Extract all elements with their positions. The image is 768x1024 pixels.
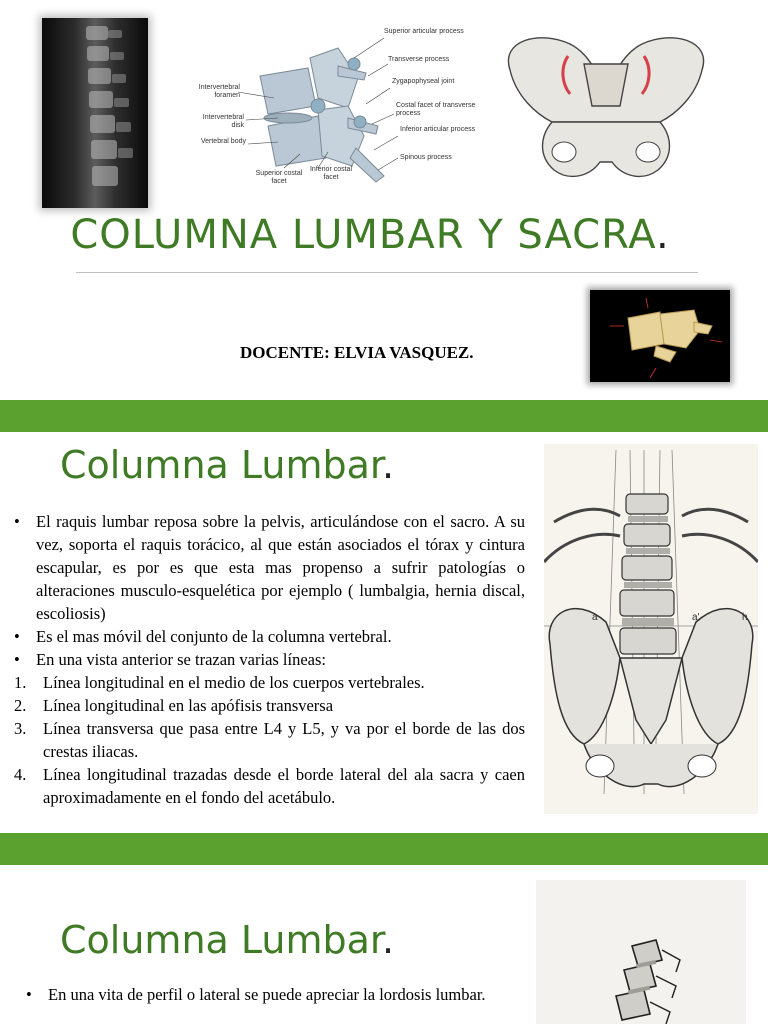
bullet-marker: • [14,650,20,669]
numbered-marker: 1. [14,673,27,692]
page-title [0,212,740,258]
figure-label-a: a [592,612,598,623]
label-inferior-articular-process: Inferior articular process [400,126,476,133]
title-divider [76,272,698,273]
slide2-title [60,443,394,487]
numbered-text: Línea longitudinal trazadas desde el borde lateral del ala sacra y caen aproximadamente en el fondo del acetábulo. [43,765,525,807]
slide2-bullet-list [0,510,540,830]
lumbar-pelvis-anterior-drawing [544,444,758,814]
numbered-text: Línea transversa que pasa entre L4 y L5, y va por el borde de las dos crestas iliacas. [43,719,525,761]
slide2-title-dot: . [382,443,395,487]
label-zygapophyseal-joint: Zygapophyseal joint [392,78,455,85]
slide-separator-bar [0,833,768,865]
spine-xray-image [42,18,148,208]
label-spinous-process: Spinous process [400,154,452,161]
vertebrae-anatomy-diagram [188,18,476,196]
slide3-title-dot: . [382,918,395,962]
figure-label-a-prime: a' [692,612,700,623]
numbered-marker: 4. [14,765,27,784]
label-intervertebral-foramen: Intervertebral foramen [198,84,240,99]
slide-separator-bar [0,400,768,432]
lumbar-lateral-drawing [536,880,746,1024]
label-inferior-costal-facet: Inferior costal facet [309,166,353,181]
numbered-marker: 3. [14,719,27,738]
title-slide [0,0,768,400]
bullet-text: El raquis lumbar reposa sobre la pelvis, articulándose con el sacro. A su vez, soporta el raquis torácico, al que están asociados el tórax y cintura escapular, es por es que esta mas propenso a sufrir patologías o alteraciones musculo-esquelética por ejemplo ( lumbalgia, hernia discal, escoliosis) [36,512,525,623]
slide3-title [60,918,394,962]
title-dot: . [655,212,670,258]
bullet-text: Es el mas móvil del conjunto de la columna vertebral. [36,627,392,646]
figure-label-h: h [742,612,748,623]
bullet-marker: • [14,627,20,646]
label-superior-articular-process: Superior articular process [384,28,464,35]
bullet-text: En una vista anterior se trazan varias líneas: [36,650,327,669]
label-costal-facet: Costal facet of transverse process [396,102,476,117]
pelvis-drawing-image [500,30,712,188]
label-vertebral-body: Vertebral body [200,138,246,145]
slide2-title-text: Columna Lumbar [60,443,383,487]
numbered-marker: 2. [14,696,27,715]
label-transverse-process: Transverse process [388,56,450,63]
label-intervertebral-disk: Intervertebral disk [202,114,244,129]
numbered-text: Línea longitudinal en las apófisis transversa [43,696,334,715]
slide3-title-text: Columna Lumbar [60,918,383,962]
bullet-marker: • [26,985,32,1004]
label-superior-costal-facet: Superior costal facet [255,170,303,185]
bullet-marker: • [14,512,20,531]
vertebra-3d-ct-image [590,290,730,382]
slide3-bullet-list [0,983,540,1024]
bullet-text: En una vita de perfil o lateral se puede apreciar la lordosis lumbar. [48,985,486,1004]
docente-label: DOCENTE: ELVIA VASQUEZ. [240,343,474,362]
numbered-text: Línea longitudinal en el medio de los cuerpos vertebrales. [43,673,425,692]
title-text: COLUMNA LUMBAR Y SACRA [70,212,656,258]
